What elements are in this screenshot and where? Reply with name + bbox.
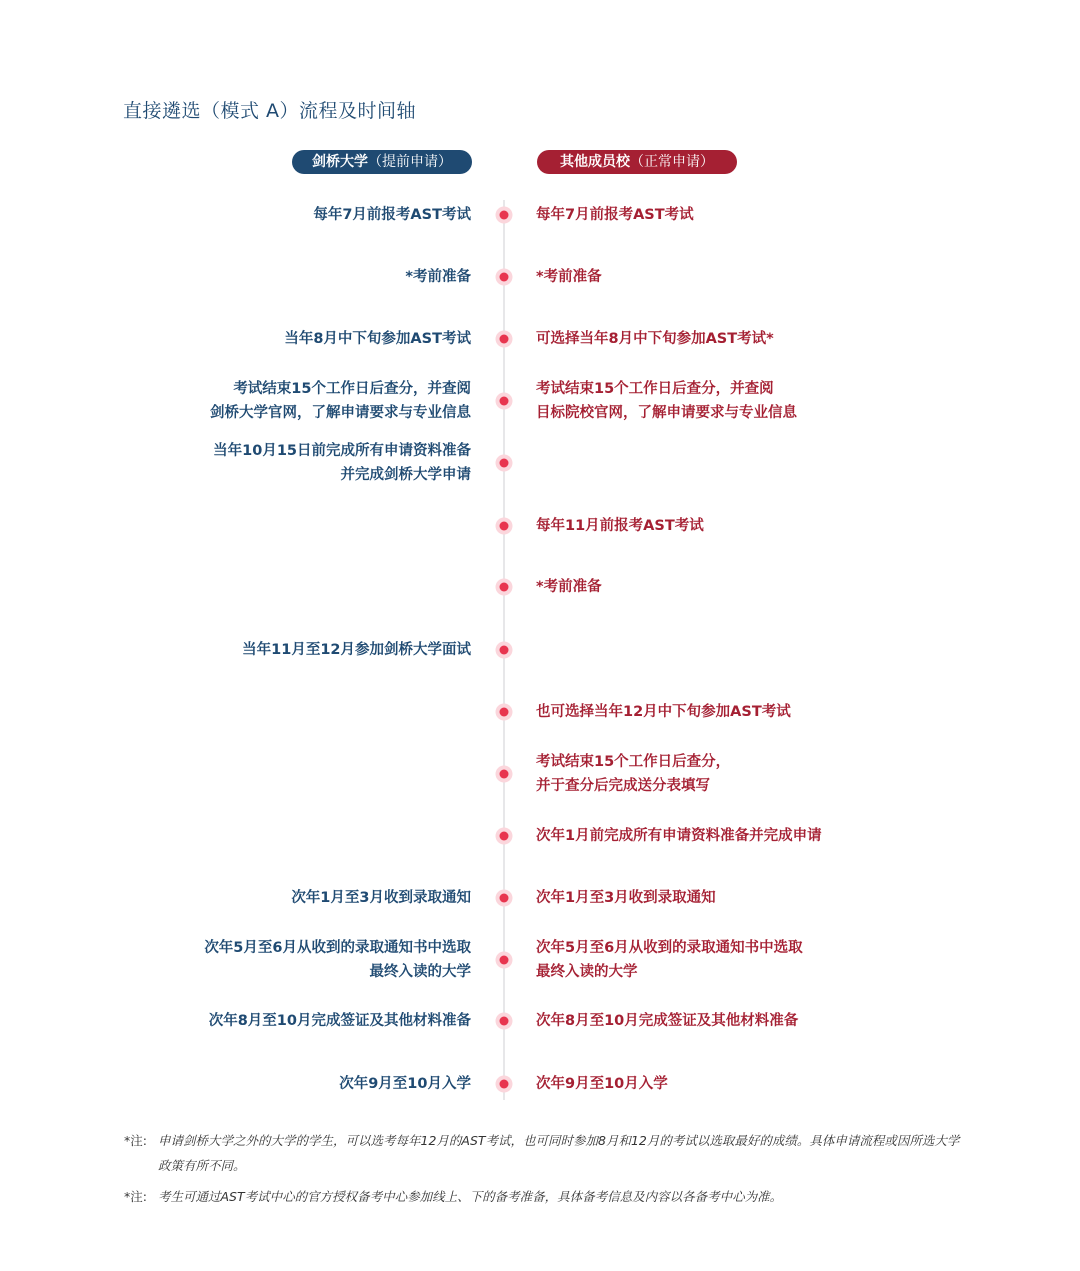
other-schools-step: *考前准备: [536, 579, 602, 595]
timeline-dot: [500, 273, 509, 282]
timeline-dot: [500, 522, 509, 531]
timeline-dot: [500, 646, 509, 655]
timeline-dot: [500, 770, 509, 779]
other-schools-step: 次年8月至10月完成签证及其他材料准备: [536, 1013, 799, 1029]
other-schools-step: 每年7月前报考AST考试: [536, 207, 694, 223]
other-header-sub: （正常申请）: [630, 154, 714, 170]
footnote-2-text: 考生可通过AST考试中心的官方授权备考中心参加线上、下的备考准备，具体备考信息及内容以各备考中心为准。: [158, 1189, 783, 1204]
timeline-dot: [500, 708, 509, 717]
cambridge-step: 当年11月至12月参加剑桥大学面试: [242, 642, 471, 658]
cambridge-header-main: 剑桥大学: [312, 154, 368, 170]
other-schools-step: 考试结束15个工作日后查分， 并于查分后完成送分表填写: [536, 754, 731, 794]
cambridge-header-sub: （提前申请）: [368, 154, 452, 170]
cambridge-step: 每年7月前报考AST考试: [313, 207, 471, 223]
other-schools-step: 考试结束15个工作日后查分，并查阅 目标院校官网，了解申请要求与专业信息: [536, 381, 797, 421]
timeline-dot: [500, 459, 509, 468]
cambridge-step: 次年8月至10月完成签证及其他材料准备: [208, 1013, 471, 1029]
footnote-2: [124, 1184, 964, 1209]
other-schools-step: 每年11月前报考AST考试: [536, 518, 704, 534]
cambridge-step: 考试结束15个工作日后查分，并查阅 剑桥大学官网，了解申请要求与专业信息: [210, 381, 471, 421]
other-schools-step: 次年9月至10月入学: [536, 1076, 668, 1092]
timeline-dot: [500, 1080, 509, 1089]
timeline-dot: [500, 397, 509, 406]
cambridge-step: *考前准备: [405, 269, 471, 285]
other-header-main: 其他成员校: [560, 154, 630, 170]
footnote-1-mark: *注:: [124, 1133, 147, 1148]
cambridge-step: 次年1月至3月收到录取通知: [291, 890, 471, 906]
other-schools-step: 次年5月至6月从收到的录取通知书中选取 最终入读的大学: [536, 940, 803, 980]
cambridge-column-header: [292, 150, 472, 174]
timeline-dot: [500, 211, 509, 220]
other-schools-column-header: [537, 150, 737, 174]
timeline-dot: [500, 956, 509, 965]
footnote-2-mark: *注:: [124, 1189, 147, 1204]
page-title: 直接遴选（模式 A）流程及时间轴: [123, 100, 417, 122]
timeline-dot: [500, 894, 509, 903]
timeline-dot: [500, 335, 509, 344]
cambridge-step: 当年10月15日前完成所有申请资料准备 并完成剑桥大学申请: [213, 443, 471, 483]
footnote-1: [124, 1128, 964, 1178]
other-schools-step: 可选择当年8月中下旬参加AST考试*: [536, 331, 774, 347]
other-schools-step: 次年1月至3月收到录取通知: [536, 890, 716, 906]
timeline-dot: [500, 832, 509, 841]
other-schools-step: 也可选择当年12月中下旬参加AST考试: [536, 704, 791, 720]
cambridge-step: 次年5月至6月从收到的录取通知书中选取 最终入读的大学: [204, 940, 471, 980]
other-schools-step: 次年1月前完成所有申请资料准备并完成申请: [536, 828, 822, 844]
other-schools-step: *考前准备: [536, 269, 602, 285]
cambridge-step: 当年8月中下旬参加AST考试: [284, 331, 471, 347]
footnote-1-text: 申请剑桥大学之外的大学的学生，可以选考每年12月的AST考试，也可同时参加8月和12月的考试以选取最好的成绩。具体申请流程或因所选大学政策有所不同。: [158, 1133, 960, 1173]
timeline-dot: [500, 583, 509, 592]
timeline-dot: [500, 1017, 509, 1026]
cambridge-step: 次年9月至10月入学: [339, 1076, 471, 1092]
